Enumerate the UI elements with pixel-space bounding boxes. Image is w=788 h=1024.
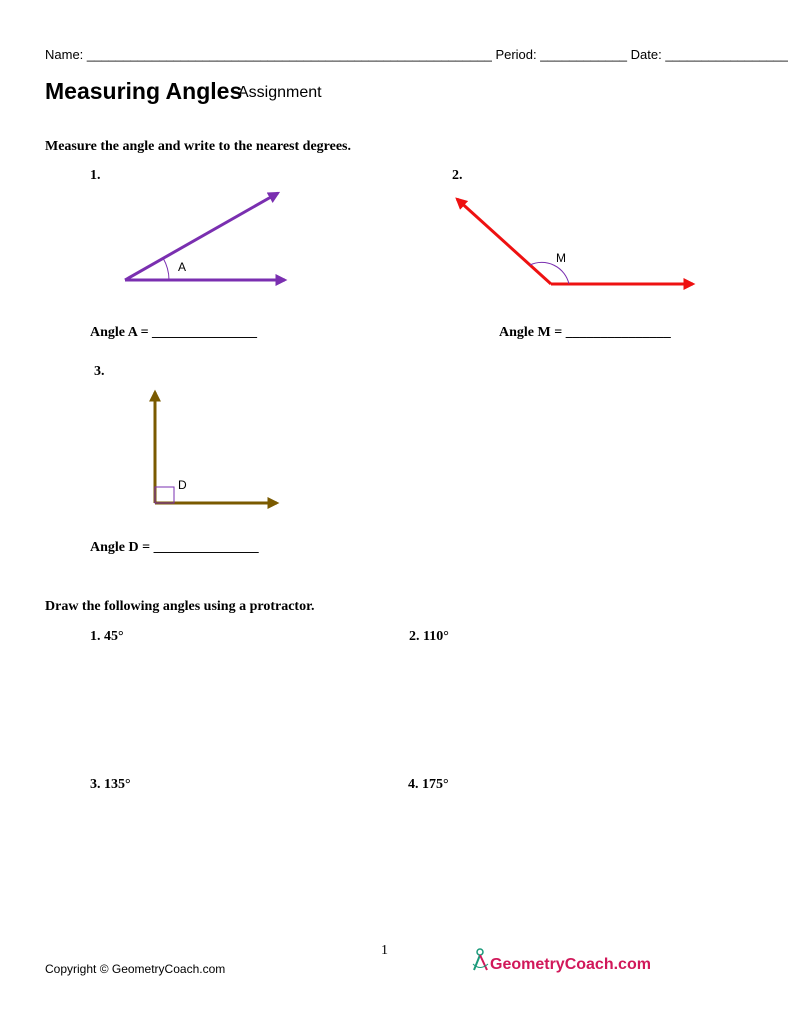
compass-icon: [473, 949, 488, 970]
section1-instruction: Measure the angle and write to the nearest degrees.: [45, 139, 351, 154]
angle-d-label: D: [178, 478, 187, 492]
angle-m-figure: [445, 190, 705, 300]
right-angle-marker: [155, 487, 174, 503]
draw-item-110: 2. 110°: [409, 629, 449, 644]
section2-instruction: Draw the following angles using a protractor.: [45, 599, 315, 614]
problem2-number: 2.: [452, 168, 463, 183]
date-label: Date:: [630, 47, 662, 62]
date-blank: _________________: [665, 47, 788, 62]
logo-text: GeometryCoach.com: [490, 956, 651, 973]
angle-a-arc: [163, 258, 169, 280]
page-number: 1: [381, 943, 388, 958]
draw-item-135: 3. 135°: [90, 777, 131, 792]
copyright-text: Copyright © GeometryCoach.com: [45, 962, 226, 976]
angle-d-answer: Angle D = _______________: [90, 540, 259, 555]
geometrycoach-logo: [470, 946, 660, 980]
angle-a-answer: Angle A = _______________: [90, 325, 258, 340]
problem1-number: 1.: [90, 168, 101, 183]
header-line: [45, 47, 788, 62]
angle-a-figure: [118, 185, 298, 295]
angle-m-answer: Angle M = _______________: [499, 325, 671, 340]
period-blank: ____________: [540, 47, 628, 62]
angle-d-figure: [140, 385, 290, 515]
name-blank: ________________________________________________________: [86, 47, 492, 62]
draw-item-45: 1. 45°: [90, 629, 124, 644]
problem3-number: 3.: [94, 364, 105, 379]
page-subtitle: Assignment: [238, 84, 322, 101]
name-label: Name:: [45, 47, 84, 62]
angle-a-ray-top: [125, 193, 278, 280]
angle-a-label: A: [178, 260, 187, 274]
draw-item-175: 4. 175°: [408, 777, 449, 792]
angle-m-ray-left: [457, 199, 551, 284]
angle-m-label: M: [556, 251, 566, 265]
page-title: Measuring Angles: [45, 78, 243, 104]
period-label: Period:: [495, 47, 537, 62]
